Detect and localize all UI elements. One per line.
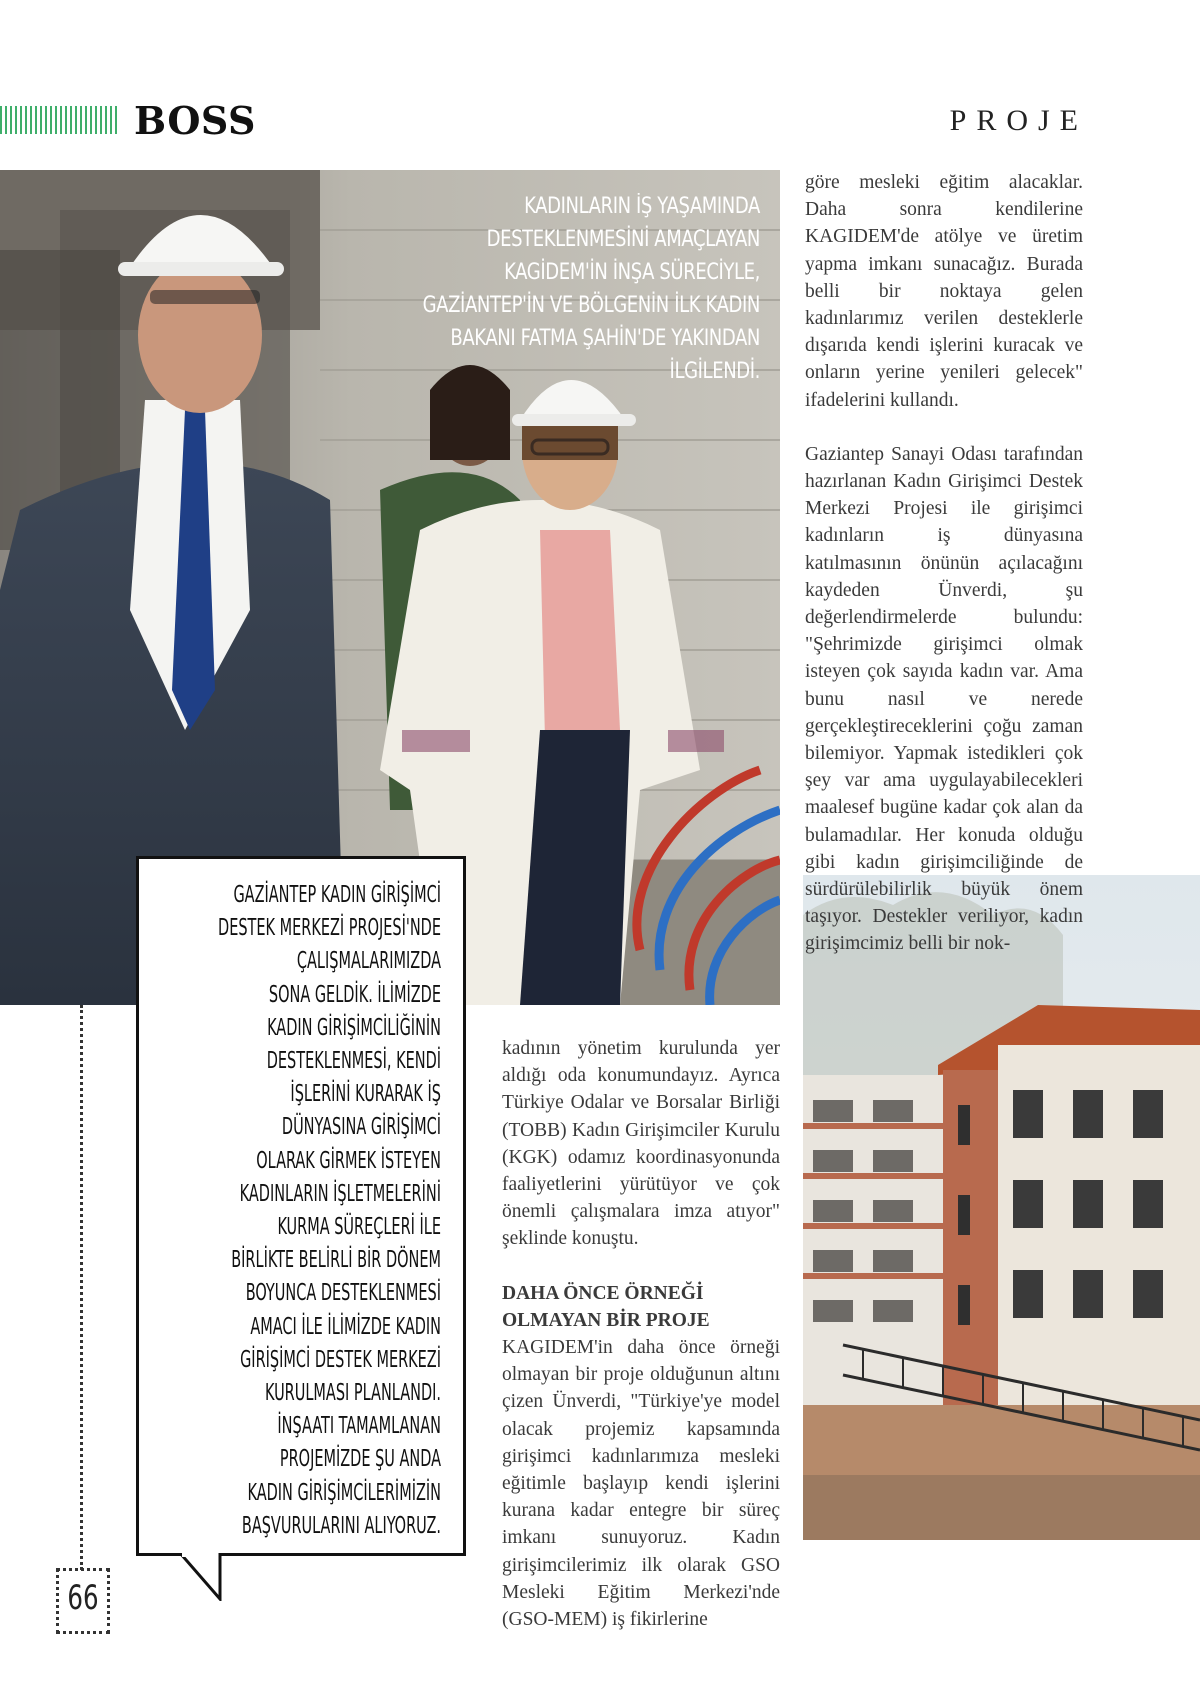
article-paragraph: KAGIDEM'in daha önce örneği olmayan bir proje olduğunun altını çizen Ünverdi, "Türkiye'ye model olacak projemiz kapsamında girişimci kadınlarımıza mesleki eğitimle başlayıp kendi işlerini kurana kadar entegre bir süreç imkanı sunuyoruz. Kadın girişimcilerimiz ilk olarak GSO Mesleki Eğitim Merkezi'nde (GSO-MEM) iş fikirlerine	[502, 1337, 780, 1631]
pull-quote-text: GAZİANTEP KADIN GİRİŞİMCİ DESTEK MERKEZİ PROJESİ'NDE ÇALIŞMALARIMIZDA SONA GELDİK. İLİMİZDE KADIN GİRİŞİMCİLİĞİNİN DESTEKLENMESİ, KENDİ İŞLERİNİ KURARAK İŞ DÜNYASINA GİRİŞİMCİ OLARAK GİRMEK İSTEYEN KADINLARIN İŞLETMELERİNİ KURMA SÜREÇLERİ İLE BİRLİKTE BELİRLİ BİR DÖNEM BOYUNCA DESTEKLENMESİ AMACI İLE İLİMİZDE KADIN GİRİŞİMCİ DESTEK MERKEZİ KURULMASI PLANLANDI. İNŞAATI TAMAMLANAN PROJEMİZDE ŞU ANDA KADIN GİRİŞİMCİLERİMİZİN BAŞVURULARINI ALIYORUZ.	[218, 882, 441, 1539]
article-paragraph: Gaziantep Sanayi Odası tarafından hazırlanan Kadın Girişimci Destek Merkezi Projesi ile girişimci kadınların iş dünyasına katılmasının önünün açılacağını kaydeden Ünverdi, şu değerlendirmelerde bulundu: "Şehrimizde girişimci olmak isteyen çok sayıda kadın var. Ama bunu nasıl ve nerede gerçekleştireceklerini çoğu zaman bilemiyor. Yapmak istedikleri çok şey var ama uygulayabilecekleri maalesef bugüne kadar çok alan da bulamadılar. Her konuda olduğu gibi kadın girişimciliğinde de sürdürülebilirlik büyük önem taşıyor. Destekler veriliyor, kadın girişimcimiz belli bir nok-	[805, 443, 1083, 955]
subheading: DAHA ÖNCE ÖRNEĞİ OLMAYAN BİR PROJE	[502, 1282, 710, 1331]
decorative-dotted-line	[80, 1005, 83, 1570]
header-decorative-stripes	[0, 106, 120, 134]
magazine-logo: BOSS	[134, 98, 256, 143]
building-photo-illustration	[803, 875, 1200, 1540]
article-column-middle	[502, 1035, 780, 1633]
article-column-right	[805, 169, 1083, 958]
section-title: PROJE	[949, 104, 1088, 137]
pull-quote-tail	[180, 1553, 260, 1601]
photo-caption: KADINLARIN İŞ YAŞAMINDA DESTEKLENMESİNİ AMAÇLAYAN KAGİDEM'İN İNŞA SÜRECİYLE, GAZİANTEP'İN VE BÖLGENİN İLK KADIN BAKANI FATMA ŞAHİN'DE YAKINDAN İLGİLENDİ.	[422, 194, 760, 384]
building-photo	[803, 875, 1200, 1540]
page-number: 66	[67, 1578, 99, 1618]
article-paragraph: göre mesleki eğitim alacaklar. Daha sonra kendilerine KAGIDEM'de atölye ve üretim yapma imkanı sunacağız. Burada belli bir noktaya gelen kadınlarımız verilen desteklerle dışarıda kendi işlerini kuracak ve onların yerine yenileri gelecek" ifadelerini kullandı.	[805, 172, 1083, 411]
article-paragraph: kadının yönetim kurulunda yer aldığı oda konumundayız. Ayrıca Türkiye Odalar ve Borsalar Birliği (TOBB) Kadın Girişimciler Kurulu (KGK) odamız koordinasyonunda faaliyetlerini yürütüyor ve çok önemli çalışmalara imza atıyor" şeklinde konuştu.	[502, 1038, 780, 1250]
pull-quote-box	[136, 856, 466, 1556]
